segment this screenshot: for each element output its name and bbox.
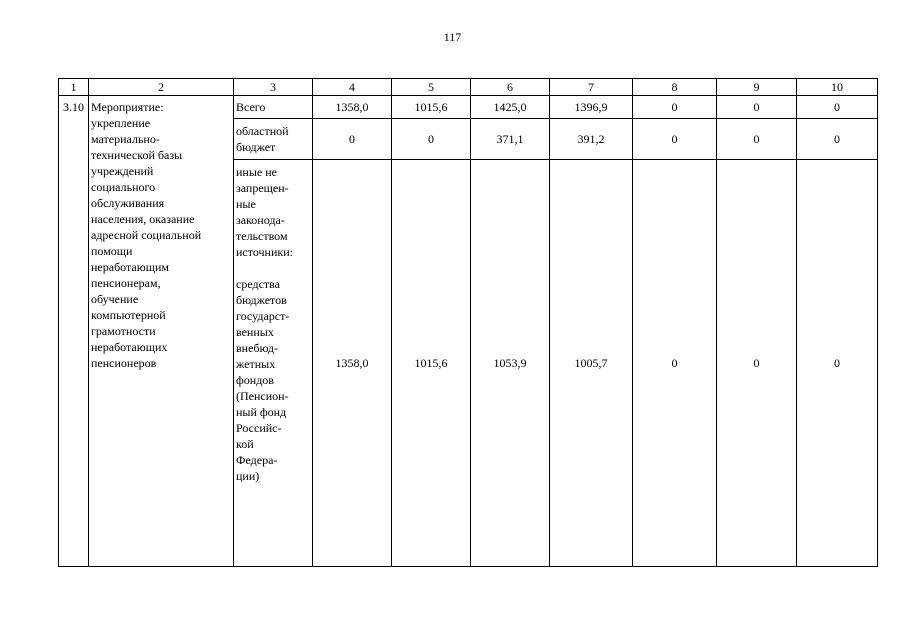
table-cell: 0: [717, 160, 797, 567]
column-number: 7: [550, 79, 633, 96]
table-cell: 1396,9: [550, 96, 633, 119]
table-cell: 0: [392, 119, 471, 160]
column-number: 3: [234, 79, 313, 96]
table-cell: 1053,9: [471, 160, 550, 567]
table-cell: 1015,6: [392, 160, 471, 567]
column-number: 2: [89, 79, 234, 96]
funding-source: Всего: [234, 96, 313, 119]
table-cell: 371,1: [471, 119, 550, 160]
column-number: 6: [471, 79, 550, 96]
column-number: 1: [59, 79, 89, 96]
column-number: 5: [392, 79, 471, 96]
table-cell: 0: [633, 160, 717, 567]
table-cell: 0: [633, 119, 717, 160]
table-cell: 0: [633, 96, 717, 119]
table-cell: 0: [797, 160, 878, 567]
budget-table: [58, 78, 878, 567]
table-cell: 1358,0: [313, 96, 392, 119]
table-cell: 0: [717, 96, 797, 119]
funding-source: областной бюджет: [234, 119, 313, 160]
column-number: 8: [633, 79, 717, 96]
table-cell: 1015,6: [392, 96, 471, 119]
page-number: 117: [443, 30, 462, 44]
column-number: 10: [797, 79, 878, 96]
table-cell: 0: [797, 96, 878, 119]
table-cell: 0: [313, 119, 392, 160]
item-number: 3.10: [59, 96, 89, 567]
column-number: 9: [717, 79, 797, 96]
table-cell: 391,2: [550, 119, 633, 160]
table-cell: 1425,0: [471, 96, 550, 119]
table-cell: 0: [717, 119, 797, 160]
table-cell: 0: [797, 119, 878, 160]
column-number: 4: [313, 79, 392, 96]
funding-source: иные не запрещен- ные законода- тельством источники: средства бюджетов государст- венных внебюд- жетных фондов (Пенсион- ный фонд Российс- кой Федера- ции): [234, 160, 313, 567]
table-cell: 1005,7: [550, 160, 633, 567]
column-number-row: [59, 79, 878, 96]
table-row: [59, 96, 878, 119]
item-description: Мероприятие: укрепление материально- технической базы учреждений социального обслуживания населения, оказание адресной социальной помощи неработающим пенсионерам, обучение компьютерной грамотности неработающих пенсионеров: [89, 96, 234, 567]
table-cell: 1358,0: [313, 160, 392, 567]
